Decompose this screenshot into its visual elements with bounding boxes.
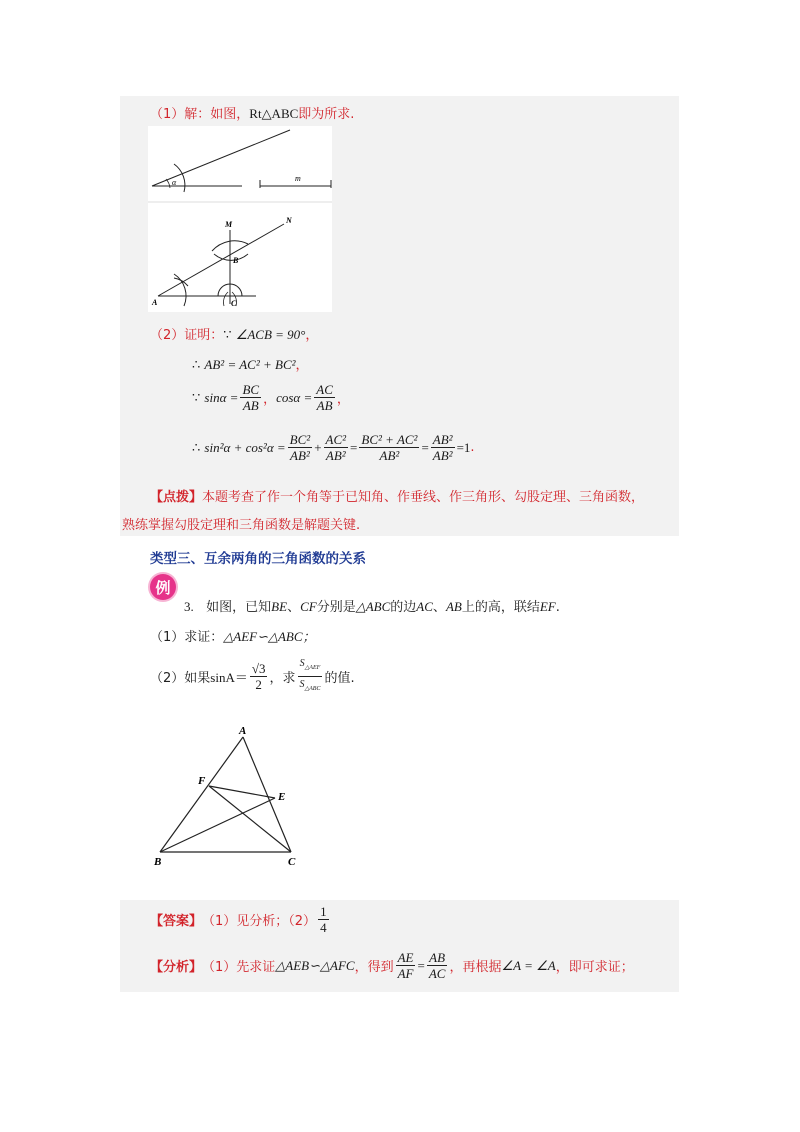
part1-tail: 即为所求.	[298, 107, 355, 122]
ae: AE	[397, 950, 414, 965]
comment-line1	[150, 486, 644, 505]
intro-b: 分别是	[316, 600, 356, 615]
s-abc: S	[299, 679, 305, 690]
triangle-svg	[150, 722, 310, 870]
cos-den: AB	[316, 398, 333, 413]
pythagoras: AB² = AC² + BC²	[204, 357, 296, 372]
two: 2	[255, 677, 262, 692]
construction-svg	[148, 126, 332, 312]
comma: ，	[295, 358, 309, 373]
af: AF	[397, 966, 414, 981]
be: BE	[271, 599, 288, 614]
q2-tail: 的值.	[324, 671, 355, 686]
part1-rt: Rt△ABC	[249, 106, 299, 121]
intro-c: 的边	[390, 600, 417, 615]
cf: CF	[300, 599, 317, 614]
comma: ，	[336, 392, 350, 407]
M-label: M	[225, 220, 233, 229]
q2-label: （2）如果	[150, 671, 211, 686]
analysis-line: 【分析】 （1）先求证 △AEB∽△AFC ，得到 $\frac{AE}{AF}$ = $\frac{AB}{AC}$ ，再根据 ∠A = ∠A ，即可求证；	[150, 950, 634, 981]
because-symbol: ∵	[192, 389, 201, 405]
analysis-p1: （1）先求证	[202, 960, 276, 975]
part2-label: （2）证明：	[150, 328, 224, 343]
f2-den: AB²	[325, 448, 346, 463]
angle-acb: ∠ACB = 90°	[235, 327, 306, 342]
part2-line1	[150, 324, 318, 343]
comment-text2: 熟练掌握勾股定理和三角函数是解题关键.	[122, 518, 361, 533]
f4-den: AB²	[432, 448, 453, 463]
answer-tag: 【答案】	[150, 914, 203, 929]
analysis-tag: 【分析】	[150, 960, 203, 975]
s-aef-sub: △AEF	[304, 665, 321, 671]
sum-left: sin²α + cos²α =	[204, 439, 286, 455]
comment-line2	[122, 514, 360, 533]
comma: ，	[305, 328, 319, 343]
example-statement: 3. 如图，已知BE、CF分别是△ABC的边AC、AB上的高，联结EF.	[184, 599, 560, 615]
tri-B-label: B	[154, 856, 162, 868]
q2-mid: ，求	[269, 671, 296, 686]
part1-line	[150, 103, 354, 122]
sin-def: sinα =	[204, 389, 239, 405]
comma: ，	[263, 392, 277, 407]
ac-den: AC	[428, 966, 446, 981]
f1-num: BC²	[289, 432, 311, 447]
answer-num: 1	[320, 904, 327, 919]
analysis-p4: ，即可求证；	[555, 960, 634, 975]
s-abc-sub: △ABC	[304, 686, 321, 692]
tri-C-label: C	[288, 856, 296, 868]
intro-a: 如图，已知	[206, 600, 272, 615]
sin-num: BC	[242, 382, 260, 397]
analysis-sim: △AEB∽△AFC	[275, 957, 355, 973]
C-label: C	[231, 299, 237, 308]
because-symbol: ∵	[223, 327, 232, 342]
intro-d: 上的高，联结	[461, 600, 540, 615]
construction-figure	[148, 126, 332, 312]
f1-den: AB²	[290, 448, 310, 463]
part2-line4: ∴ sin²α + cos²α = $\frac{\text{BC²}}{\text{AB²}}$ + $\frac{\text{AC²}}{\text{AB²}}$ = $\frac{\text{BC² + AC²}}{\text{AB²}}$ = $\frac{\text{AB²}}{\text{AB²}}$ = 1 .	[192, 432, 475, 463]
analysis-angle: ∠A = ∠A	[501, 957, 556, 973]
therefore-symbol: ∴	[192, 439, 201, 455]
period: .	[470, 440, 475, 455]
ab-num: AB	[429, 950, 446, 965]
answer-p1: （1）见分析；（2）	[202, 914, 317, 929]
section-title: 类型三、互余两角的三角函数的关系	[150, 551, 366, 567]
N-label: N	[286, 216, 292, 225]
s-aef: S	[299, 658, 305, 669]
alpha-label: α	[172, 178, 177, 187]
f3-num: BC² + AC²	[361, 432, 418, 447]
q1-expr: △AEF∽△ABC；	[223, 629, 316, 644]
tri-A-label: A	[239, 725, 247, 737]
ef: EF	[539, 599, 556, 614]
B-label: B	[233, 256, 239, 265]
tri-E-label: E	[278, 791, 286, 803]
sin-a: sinA＝	[210, 670, 248, 685]
A-label: A	[152, 298, 158, 307]
part2-line2	[192, 354, 309, 373]
comment-text1: 本题考查了作一个角等于已知角、作垂线、作三角形、勾股定理、三角函数，	[202, 490, 645, 505]
ab: AB	[445, 599, 462, 614]
ac: AC	[416, 599, 433, 614]
m-label: m	[295, 174, 301, 183]
cos-num: AC	[316, 382, 333, 397]
f3-den: AB²	[379, 448, 400, 463]
cos-def: cosα =	[276, 389, 313, 405]
therefore-symbol: ∴	[192, 357, 201, 372]
q1-label: （1）求证：	[150, 630, 224, 645]
f4-num: AB²	[432, 432, 453, 447]
part1-label: （1）解：如图，	[150, 107, 250, 122]
part2-line3	[192, 382, 350, 413]
sep: 、	[287, 600, 301, 615]
example-number: 3.	[184, 599, 194, 614]
analysis-p3: ，再根据	[449, 960, 502, 975]
analysis-p2: ，得到	[354, 960, 394, 975]
result-one: 1	[463, 439, 471, 455]
sep: 、	[432, 600, 446, 615]
example-badge: 例	[150, 574, 176, 600]
sin-den: AB	[242, 398, 259, 413]
triangle-figure	[150, 722, 310, 870]
answer-den: 4	[320, 920, 327, 935]
question1	[150, 626, 316, 645]
tri-abc: △ABC	[355, 599, 391, 614]
tri-F-label: F	[198, 775, 206, 787]
comment-tag: 【点拨】	[150, 490, 203, 505]
question2	[150, 656, 355, 697]
answer-line	[150, 904, 331, 935]
f2-num: AC²	[325, 432, 347, 447]
sqrt3: √3	[251, 661, 266, 676]
